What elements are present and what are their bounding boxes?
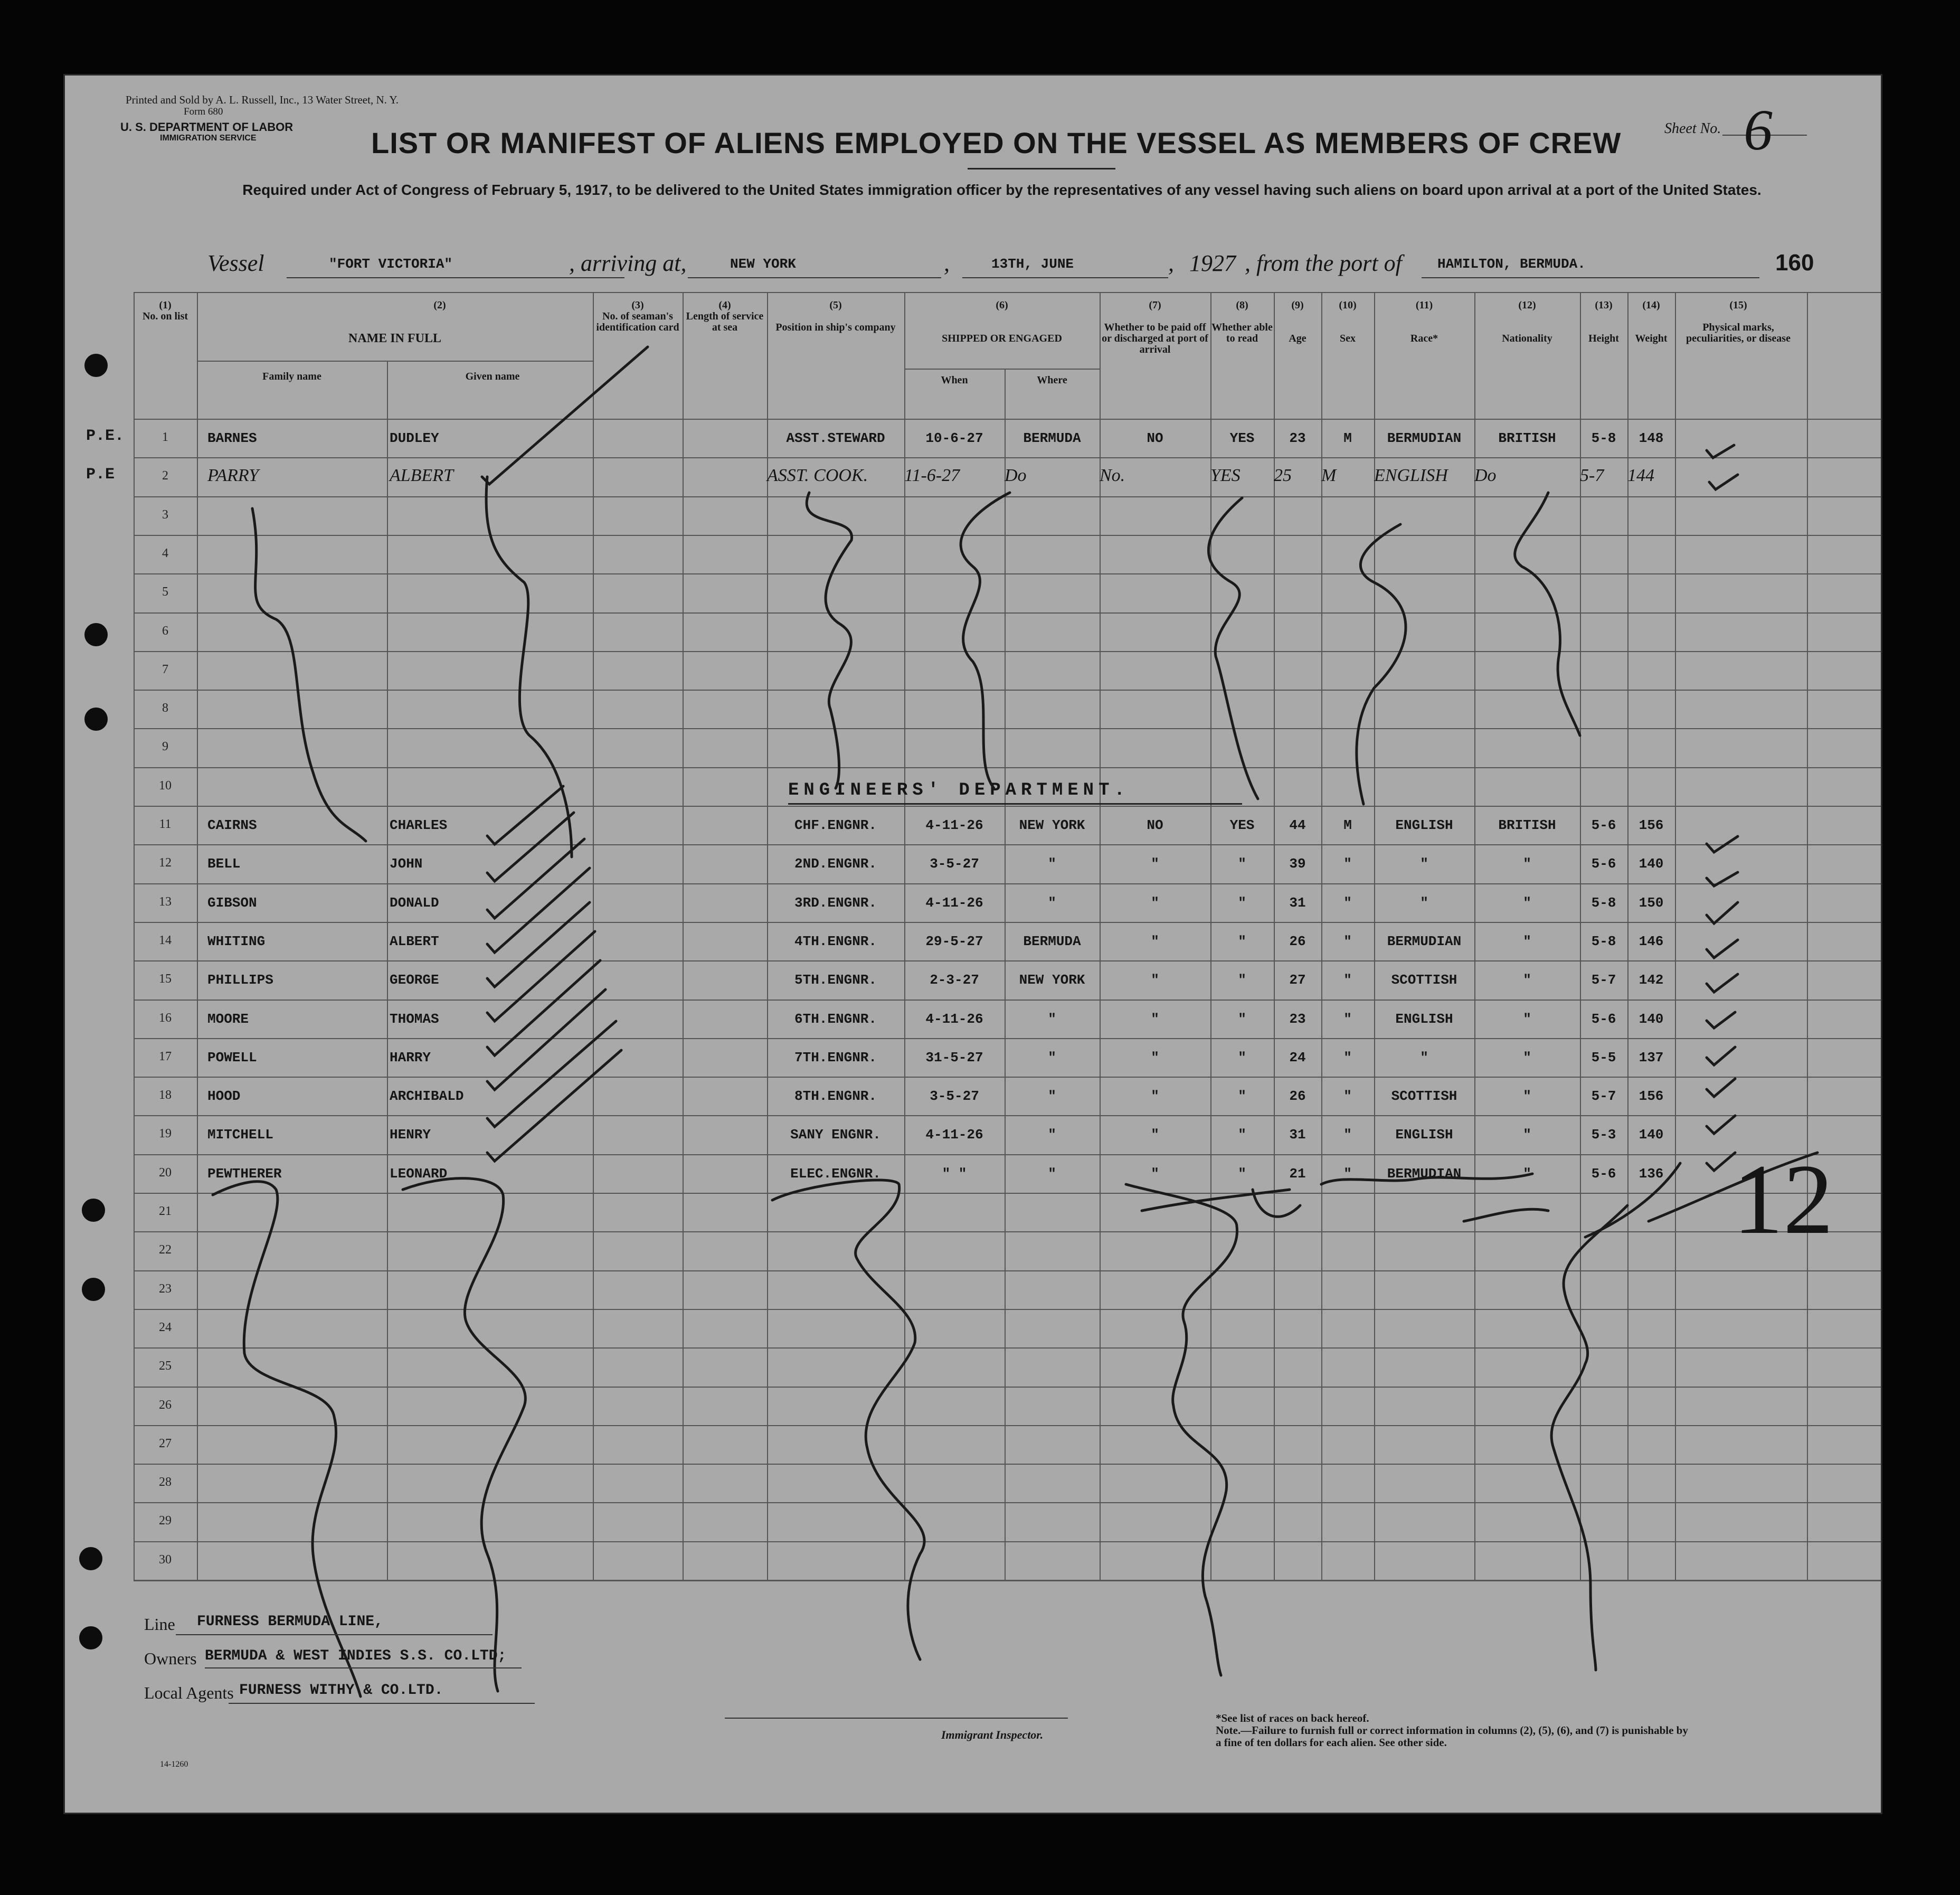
paid-off: " xyxy=(1151,933,1159,949)
age: 21 xyxy=(1289,1165,1306,1182)
row-number: 13 xyxy=(159,894,172,909)
able-to-read: " xyxy=(1238,933,1246,949)
row-number: 6 xyxy=(162,624,168,638)
punch-hole xyxy=(79,1547,102,1570)
shipped-when: 3-5-27 xyxy=(930,1088,979,1105)
age: 44 xyxy=(1289,817,1306,833)
given-name: ARCHIBALD xyxy=(390,1088,464,1105)
height: 5-8 xyxy=(1591,933,1616,949)
weight: 148 xyxy=(1639,430,1664,446)
race: ENGLISH xyxy=(1395,1011,1453,1027)
shipped-where: " xyxy=(1048,1165,1056,1182)
manifest-sheet: Printed and Sold by A. L. Russell, Inc., 13 Water Street, N. Y. Form 680 U. S. DEPARTMENT OF LABOR IMMIGRATION SERVICE LIST OR MANIFEST OF ALIENS EMPLOYED ON THE VESSEL AS MEMBERS OF CREW Sheet No. 6 Required under Act of Congress of February 5, 1917, to be delivered to the United States immigration officer by the representatives of any vessel having such aliens on board upon arrival at a port of the United States. Vessel "FORT VICTORIA" , arriving at, NEW YORK , 13TH, JUNE , 1927 , from the port of HAMILTON, BERMUDA. 160 (1) No. on list (2) NAME IN FULL Family name Given name (3) No. of seaman's identification card (4) Length of service at sea (5) Position in ship's company (6) SHIPPED OR ENGAGED When Where (7) Whether to be paid off or discharged at port of arrival (8) Whether able to read (9) Age (10) Sex (11) Race* (12) Nationality (13) Height (14) Weight (15) Physical marks, peculiarities, or disease 1 2 3 4 5 6 7 8 9 10 11 12 13 14 15 16 17 18 19 20 21 22 23 24 25 26 27 28 29 30 P.E. BARNES DUDLEY ASST.STEWARD 10-6-27 BERMUDA NO YES 23 M BERMUDIAN BRITISH 5-8 148 P.E PARRY ALBERT ASST. COOK. 11-6-27 Do No. YES 25 M ENGLISH Do 5-7 144 CAIRNS CHARLES CHF.ENGNR. 4-11-26 NEW YORK NO YES 44 M ENGLISH BRITISH 5-6 156 BELL JOHN 2ND.ENGNR. 3-5-27 " " " 39 " " " 5-6 140 GIBSON DONALD 3RD.ENGNR. 4-11-26 " " " 31 " " " 5-8 150 WHITING ALBERT 4TH.ENGNR. 29-5-27 BERMUDA " " 26 " BERMUDIAN " 5-8 146 PHILLIPS GEORGE 5TH.ENGNR. 2-3-27 NEW YORK " " 27 " SCOTTISH " 5-7 142 MOORE THOMAS 6TH.ENGNR. 4-11-26 " " " 23 " ENGLISH " 5-6 140 POWELL HARRY 7TH.ENGNR. 31-5-27 " " " 24 " " " 5-5 137 HOOD ARCHIBALD 8TH.ENGNR. 3-5-27 " " " 26 " SCOTTISH " 5-7 156 MITCHELL HENRY SANY ENGNR. 4-11-26 " " " 31 " ENGLISH " 5-3 140 PEWTHERER LEONARD ELEC.ENGNR. " " " " " 21 " BERMUDIAN " 5-6 136 ENGINEERS' DEPARTMENT. 12 Line FURNESS BERMUDA LINE, Owners BERMUDA & WEST INDIES S.S. CO.LTD; Local Agents FURNESS WITHY & CO.LTD. Immigrant Inspector. *See list of races on back hereof. Note.—Failure to furnish full or correct information in columns (2), (5), (6), and (7) is punishable by a fine of ten dollars for each alien. See other side. 14-1260 xyxy=(63,74,1882,1814)
check-mark-icon xyxy=(487,813,574,881)
age: 26 xyxy=(1289,933,1306,949)
given-name: HARRY xyxy=(390,1049,431,1066)
family-name: WHITING xyxy=(207,933,266,949)
check-mark-icon xyxy=(487,786,563,844)
row-number: 10 xyxy=(159,778,172,793)
row-number: 9 xyxy=(162,740,168,754)
weight: 156 xyxy=(1639,817,1664,833)
race: BERMUDIAN xyxy=(1387,430,1462,446)
nationality: " xyxy=(1523,1165,1531,1182)
race: ENGLISH xyxy=(1395,1127,1453,1143)
position: ASST.STEWARD xyxy=(786,430,885,446)
nationality: BRITISH xyxy=(1498,817,1556,833)
height: 5-6 xyxy=(1591,856,1616,872)
family-name: CAIRNS xyxy=(207,817,257,833)
form-code: 14-1260 xyxy=(160,1760,188,1769)
shipped-when: 10-6-27 xyxy=(925,430,983,446)
owners-label: Owners xyxy=(144,1649,197,1668)
age: 27 xyxy=(1289,972,1306,988)
row-number: 15 xyxy=(159,972,172,986)
able-to-read: " xyxy=(1238,972,1246,988)
ditto-squiggle-icon xyxy=(772,1180,924,1660)
inspector-signature-line xyxy=(725,1718,1068,1719)
able-to-read: YES xyxy=(1229,817,1255,833)
family-name: GIBSON xyxy=(207,894,257,911)
race: " xyxy=(1420,894,1428,911)
position: 8TH.ENGNR. xyxy=(794,1088,877,1105)
able-to-read: " xyxy=(1238,1011,1246,1027)
line-label: Line xyxy=(144,1615,175,1634)
col6-num: (6) xyxy=(996,299,1008,311)
department-name: U. S. DEPARTMENT OF LABOR xyxy=(120,120,293,134)
paid-off: " xyxy=(1151,1165,1159,1182)
page-title: LIST OR MANIFEST OF ALIENS EMPLOYED ON THE VESSEL AS MEMBERS OF CREW xyxy=(371,126,1622,159)
col12-header: (12) Nationality xyxy=(1502,299,1552,344)
col5-header: (5) Position in ship's company xyxy=(775,299,896,333)
col11-header: (11) Race* xyxy=(1410,299,1438,344)
sex: M xyxy=(1321,466,1337,486)
check-mark-icon xyxy=(1707,872,1738,886)
age: 31 xyxy=(1289,1127,1306,1143)
shipped-where: " xyxy=(1048,894,1056,911)
row-number: 1 xyxy=(162,430,168,444)
able-to-read: " xyxy=(1238,856,1246,872)
shipped-when: 4-11-26 xyxy=(925,817,983,833)
shipped-where: " xyxy=(1048,1049,1056,1066)
handwritten-total: 12 xyxy=(1733,1144,1833,1255)
check-mark-icon xyxy=(1707,940,1738,958)
paid-off: " xyxy=(1151,1088,1159,1105)
printer-credit: Printed and Sold by A. L. Russell, Inc., 13 Water Street, N. Y. xyxy=(126,93,399,106)
nationality: " xyxy=(1523,1127,1531,1143)
age: 25 xyxy=(1274,466,1292,486)
shipped-where: NEW YORK xyxy=(1019,972,1085,988)
position: 4TH.ENGNR. xyxy=(794,933,877,949)
given-name: LEONARD xyxy=(390,1165,448,1182)
agents-label: Local Agents xyxy=(144,1683,234,1702)
sex: " xyxy=(1343,1011,1352,1027)
race: BERMUDIAN xyxy=(1387,933,1462,949)
given-name: HENRY xyxy=(390,1127,431,1143)
row-number: 26 xyxy=(159,1398,172,1412)
given-name: ALBERT xyxy=(390,466,453,486)
agents-value: FURNESS WITHY & CO.LTD. xyxy=(239,1682,443,1699)
paid-off: " xyxy=(1151,972,1159,988)
ditto-squiggle-icon xyxy=(961,493,1010,788)
row-number: 8 xyxy=(162,701,168,715)
shipped-when: 2-3-27 xyxy=(930,972,979,988)
position: 3RD.ENGNR. xyxy=(794,894,877,911)
ditto-squiggle-icon xyxy=(252,508,366,841)
position: 5TH.ENGNR. xyxy=(794,972,877,988)
row-number: 22 xyxy=(159,1243,172,1257)
ditto-squiggle-icon xyxy=(486,477,572,857)
punch-hole xyxy=(84,354,108,377)
vessel-name: "FORT VICTORIA" xyxy=(329,256,453,272)
from-port: HAMILTON, BERMUDA. xyxy=(1437,256,1586,272)
paid-off: " xyxy=(1151,1011,1159,1027)
paid-off: NO xyxy=(1147,430,1163,446)
col2-num: (2) xyxy=(433,299,446,311)
family-name: PHILLIPS xyxy=(207,972,273,988)
row-number: 29 xyxy=(159,1514,172,1528)
row-number: 11 xyxy=(159,817,172,831)
row-number: 4 xyxy=(162,546,168,560)
paid-off: No. xyxy=(1100,466,1125,486)
nationality: " xyxy=(1523,1049,1531,1066)
col9-header: (9) Age xyxy=(1289,299,1306,344)
arrival-date: 13TH, JUNE xyxy=(991,256,1074,272)
row-number: 18 xyxy=(159,1088,172,1102)
check-mark-icon xyxy=(482,347,648,484)
race: SCOTTISH xyxy=(1391,1088,1457,1105)
able-to-read: YES xyxy=(1229,430,1255,446)
race: " xyxy=(1420,1049,1428,1066)
shipped-where: BERMUDA xyxy=(1023,430,1081,446)
nationality: " xyxy=(1523,1011,1531,1027)
shipped-when: 4-11-26 xyxy=(925,1127,983,1143)
required-notice: Required under Act of Congress of February 5, 1917, to be delivered to the United States immigration officer by the representatives of any vessel having such aliens on board upon arrival at a port of the United States. xyxy=(242,182,1762,198)
nationality: " xyxy=(1523,894,1531,911)
sex: " xyxy=(1343,1127,1352,1143)
sex: " xyxy=(1343,1049,1352,1066)
row-number: 7 xyxy=(162,662,168,676)
race: SCOTTISH xyxy=(1391,972,1457,988)
sex: " xyxy=(1343,856,1352,872)
col2-family-header: Family name xyxy=(262,371,321,382)
shipped-where: " xyxy=(1048,1011,1056,1027)
row-number: 23 xyxy=(159,1281,172,1296)
age: 39 xyxy=(1289,856,1306,872)
paid-off: " xyxy=(1151,894,1159,911)
punch-hole xyxy=(79,1626,102,1649)
punch-hole xyxy=(82,1278,105,1301)
nationality: Do xyxy=(1474,466,1497,486)
shipped-when: 4-11-26 xyxy=(925,894,983,911)
ditto-squiggle-icon xyxy=(1551,1205,1627,1670)
handwritten-marks xyxy=(65,76,1881,1813)
check-mark-icon xyxy=(487,989,605,1090)
nationality: " xyxy=(1523,972,1531,988)
weight: 156 xyxy=(1639,1088,1664,1105)
check-mark-icon xyxy=(1707,1012,1735,1028)
weight: 137 xyxy=(1639,1049,1664,1066)
row-mark: P.E. xyxy=(86,427,125,445)
weight: 150 xyxy=(1639,894,1664,911)
position: ELEC.ENGNR. xyxy=(790,1165,881,1182)
height: 5-7 xyxy=(1591,1088,1616,1105)
footnotes: *See list of races on back hereof. Note.—Failure to furnish full or correct information in columns (2), (5), (6), and (7) is punishable by a fine of ten dollars for each alien. See other side. xyxy=(1216,1712,1688,1749)
ditto-squiggle-icon xyxy=(1126,1184,1237,1675)
check-mark-icon xyxy=(487,1050,621,1161)
ditto-squiggle-icon xyxy=(403,1179,525,1691)
from-port-label: , from the port of xyxy=(1245,250,1402,276)
height: 5-7 xyxy=(1580,466,1604,486)
family-name: HOOD xyxy=(207,1088,241,1105)
height: 5-6 xyxy=(1591,1165,1616,1182)
nationality: " xyxy=(1523,856,1531,872)
check-mark-icon xyxy=(1707,1047,1735,1065)
check-mark-icon xyxy=(1707,902,1738,923)
family-name: POWELL xyxy=(207,1049,257,1066)
sex: M xyxy=(1343,817,1352,833)
row-mark: P.E xyxy=(86,466,115,484)
family-name: PEWTHERER xyxy=(207,1165,282,1182)
sex: " xyxy=(1343,1165,1352,1182)
family-name: BELL xyxy=(207,856,241,872)
able-to-read: " xyxy=(1238,894,1246,911)
weight: 142 xyxy=(1639,972,1664,988)
ditto-squiggle-icon xyxy=(1515,493,1580,736)
col8-header: (8) Whether able to read xyxy=(1211,299,1273,344)
col6-where-header: Where xyxy=(1037,374,1067,386)
race: " xyxy=(1420,856,1428,872)
check-mark-icon xyxy=(1707,1153,1735,1171)
col10-header: (10) Sex xyxy=(1339,299,1357,344)
sex: " xyxy=(1343,933,1352,949)
position: 6TH.ENGNR. xyxy=(794,1011,877,1027)
row-number: 5 xyxy=(162,585,168,599)
check-mark-icon xyxy=(487,839,584,918)
race: ENGLISH xyxy=(1395,817,1453,833)
signature-scribble xyxy=(1142,1153,1817,1237)
punch-hole xyxy=(82,1199,105,1222)
nationality: " xyxy=(1523,933,1531,949)
able-to-read: " xyxy=(1238,1127,1246,1143)
age: 24 xyxy=(1289,1049,1306,1066)
shipped-where: BERMUDA xyxy=(1023,933,1081,949)
race: ENGLISH xyxy=(1374,466,1448,486)
weight: 146 xyxy=(1639,933,1664,949)
shipped-when: 4-11-26 xyxy=(925,1011,983,1027)
position: CHF.ENGNR. xyxy=(794,817,877,833)
vessel-label: Vessel xyxy=(207,250,264,276)
family-name: PARRY xyxy=(207,466,259,486)
row-number: 20 xyxy=(159,1165,172,1180)
row-number: 21 xyxy=(159,1204,172,1218)
check-mark-icon xyxy=(1707,836,1738,852)
col15-header: (15) Physical marks, peculiarities, or disease xyxy=(1686,299,1791,344)
weight: 136 xyxy=(1639,1165,1664,1182)
row-number: 2 xyxy=(162,469,168,483)
able-to-read: " xyxy=(1238,1088,1246,1105)
height: 5-6 xyxy=(1591,1011,1616,1027)
given-name: GEORGE xyxy=(390,972,439,988)
shipped-where: " xyxy=(1048,856,1056,872)
height: 5-7 xyxy=(1591,972,1616,988)
family-name: BARNES xyxy=(207,430,257,446)
check-mark-icon xyxy=(1707,1079,1735,1097)
given-name: JOHN xyxy=(390,856,423,872)
shipped-when: 29-5-27 xyxy=(925,933,983,949)
given-name: CHARLES xyxy=(390,817,448,833)
position: 7TH.ENGNR. xyxy=(794,1049,877,1066)
nationality: " xyxy=(1523,1088,1531,1105)
age: 23 xyxy=(1289,430,1306,446)
row-number: 28 xyxy=(159,1475,172,1489)
inspector-label: Immigrant Inspector. xyxy=(941,1728,1044,1741)
given-name: DUDLEY xyxy=(390,430,439,446)
form-number: Form 680 xyxy=(184,106,223,117)
sheet-number: 6 xyxy=(1744,98,1773,162)
paid-off: " xyxy=(1151,1049,1159,1066)
row-number: 24 xyxy=(159,1320,172,1334)
row-number: 30 xyxy=(159,1552,172,1567)
sex: " xyxy=(1343,972,1352,988)
row-number: 17 xyxy=(159,1049,172,1063)
paid-off: NO xyxy=(1147,817,1163,833)
weight: 140 xyxy=(1639,1127,1664,1143)
age: 23 xyxy=(1289,1011,1306,1027)
nationality: BRITISH xyxy=(1498,430,1556,446)
grid-line xyxy=(1881,292,1882,1580)
check-mark-icon xyxy=(1707,1116,1735,1134)
sheet-label: Sheet No. xyxy=(1664,120,1721,137)
punch-hole xyxy=(84,623,108,646)
col6-header: SHIPPED OR ENGAGED xyxy=(942,333,1062,344)
sex: " xyxy=(1343,1088,1352,1105)
row-number: 3 xyxy=(162,507,168,522)
sex: M xyxy=(1343,430,1352,446)
shipped-where: NEW YORK xyxy=(1019,817,1085,833)
given-name: THOMAS xyxy=(390,1011,439,1027)
line-value: FURNESS BERMUDA LINE, xyxy=(197,1614,383,1630)
check-mark-icon xyxy=(1707,445,1734,458)
height: 5-5 xyxy=(1591,1049,1616,1066)
shipped-when: 3-5-27 xyxy=(930,856,979,872)
age: 31 xyxy=(1289,894,1306,911)
arrival-year: 1927 xyxy=(1189,250,1236,276)
height: 5-8 xyxy=(1591,894,1616,911)
shipped-when: 31-5-27 xyxy=(925,1049,983,1066)
weight: 140 xyxy=(1639,856,1664,872)
stamp-number: 160 xyxy=(1775,250,1814,276)
owners-value: BERMUDA & WEST INDIES S.S. CO.LTD; xyxy=(205,1648,507,1664)
check-mark-icon xyxy=(1709,475,1738,489)
col7-header: (7) Whether to be paid off or discharged at port of arrival xyxy=(1102,299,1208,355)
check-mark-icon xyxy=(1707,974,1738,992)
col4-header: (4) Length of service at sea xyxy=(686,299,764,333)
punch-hole xyxy=(84,708,108,731)
able-to-read: " xyxy=(1238,1165,1246,1182)
paid-off: " xyxy=(1151,1127,1159,1143)
row-number: 25 xyxy=(159,1359,172,1373)
paid-off: " xyxy=(1151,856,1159,872)
given-name: ALBERT xyxy=(390,933,439,949)
arriving-port: NEW YORK xyxy=(730,256,796,272)
col3-header: (3) No. of seaman's identification card xyxy=(596,299,679,333)
col6-when-header: When xyxy=(941,374,968,386)
service-name: IMMIGRATION SERVICE xyxy=(160,134,257,143)
height: 5-6 xyxy=(1591,817,1616,833)
position: SANY ENGNR. xyxy=(790,1127,881,1143)
sex: " xyxy=(1343,894,1352,911)
row-number: 19 xyxy=(159,1127,172,1141)
col2-header: NAME IN FULL xyxy=(348,332,441,345)
row-number: 27 xyxy=(159,1436,172,1450)
able-to-read: " xyxy=(1238,1049,1246,1066)
race: BERMUDIAN xyxy=(1387,1165,1462,1182)
col2-given-header: Given name xyxy=(465,371,520,382)
shipped-where: Do xyxy=(1005,466,1027,486)
shipped-when: 11-6-27 xyxy=(904,466,960,486)
position: 2ND.ENGNR. xyxy=(794,856,877,872)
shipped-when: " " xyxy=(942,1165,967,1182)
family-name: MOORE xyxy=(207,1011,249,1027)
given-name: DONALD xyxy=(390,894,439,911)
ditto-squiggle-icon xyxy=(1208,498,1258,799)
shipped-where: " xyxy=(1048,1127,1056,1143)
height: 5-3 xyxy=(1591,1127,1616,1143)
ditto-squiggle-icon xyxy=(807,493,851,788)
able-to-read: YES xyxy=(1210,466,1241,486)
weight: 144 xyxy=(1627,466,1654,486)
row-number: 14 xyxy=(159,933,172,947)
weight: 140 xyxy=(1639,1011,1664,1027)
position: ASST. COOK. xyxy=(767,466,868,486)
engineers-heading: ENGINEERS' DEPARTMENT. xyxy=(788,780,1130,800)
col13-header: (13) Height xyxy=(1588,299,1619,344)
height: 5-8 xyxy=(1591,430,1616,446)
col1-header: (1) No. on list xyxy=(142,299,188,322)
ditto-squiggle-icon xyxy=(1357,524,1406,804)
shipped-where: " xyxy=(1048,1088,1056,1105)
arriving-label: , arriving at, xyxy=(569,250,687,276)
family-name: MITCHELL xyxy=(207,1127,273,1143)
row-number: 12 xyxy=(159,856,172,870)
row-number: 16 xyxy=(159,1011,172,1025)
col14-header: (14) Weight xyxy=(1635,299,1668,344)
age: 26 xyxy=(1289,1088,1306,1105)
